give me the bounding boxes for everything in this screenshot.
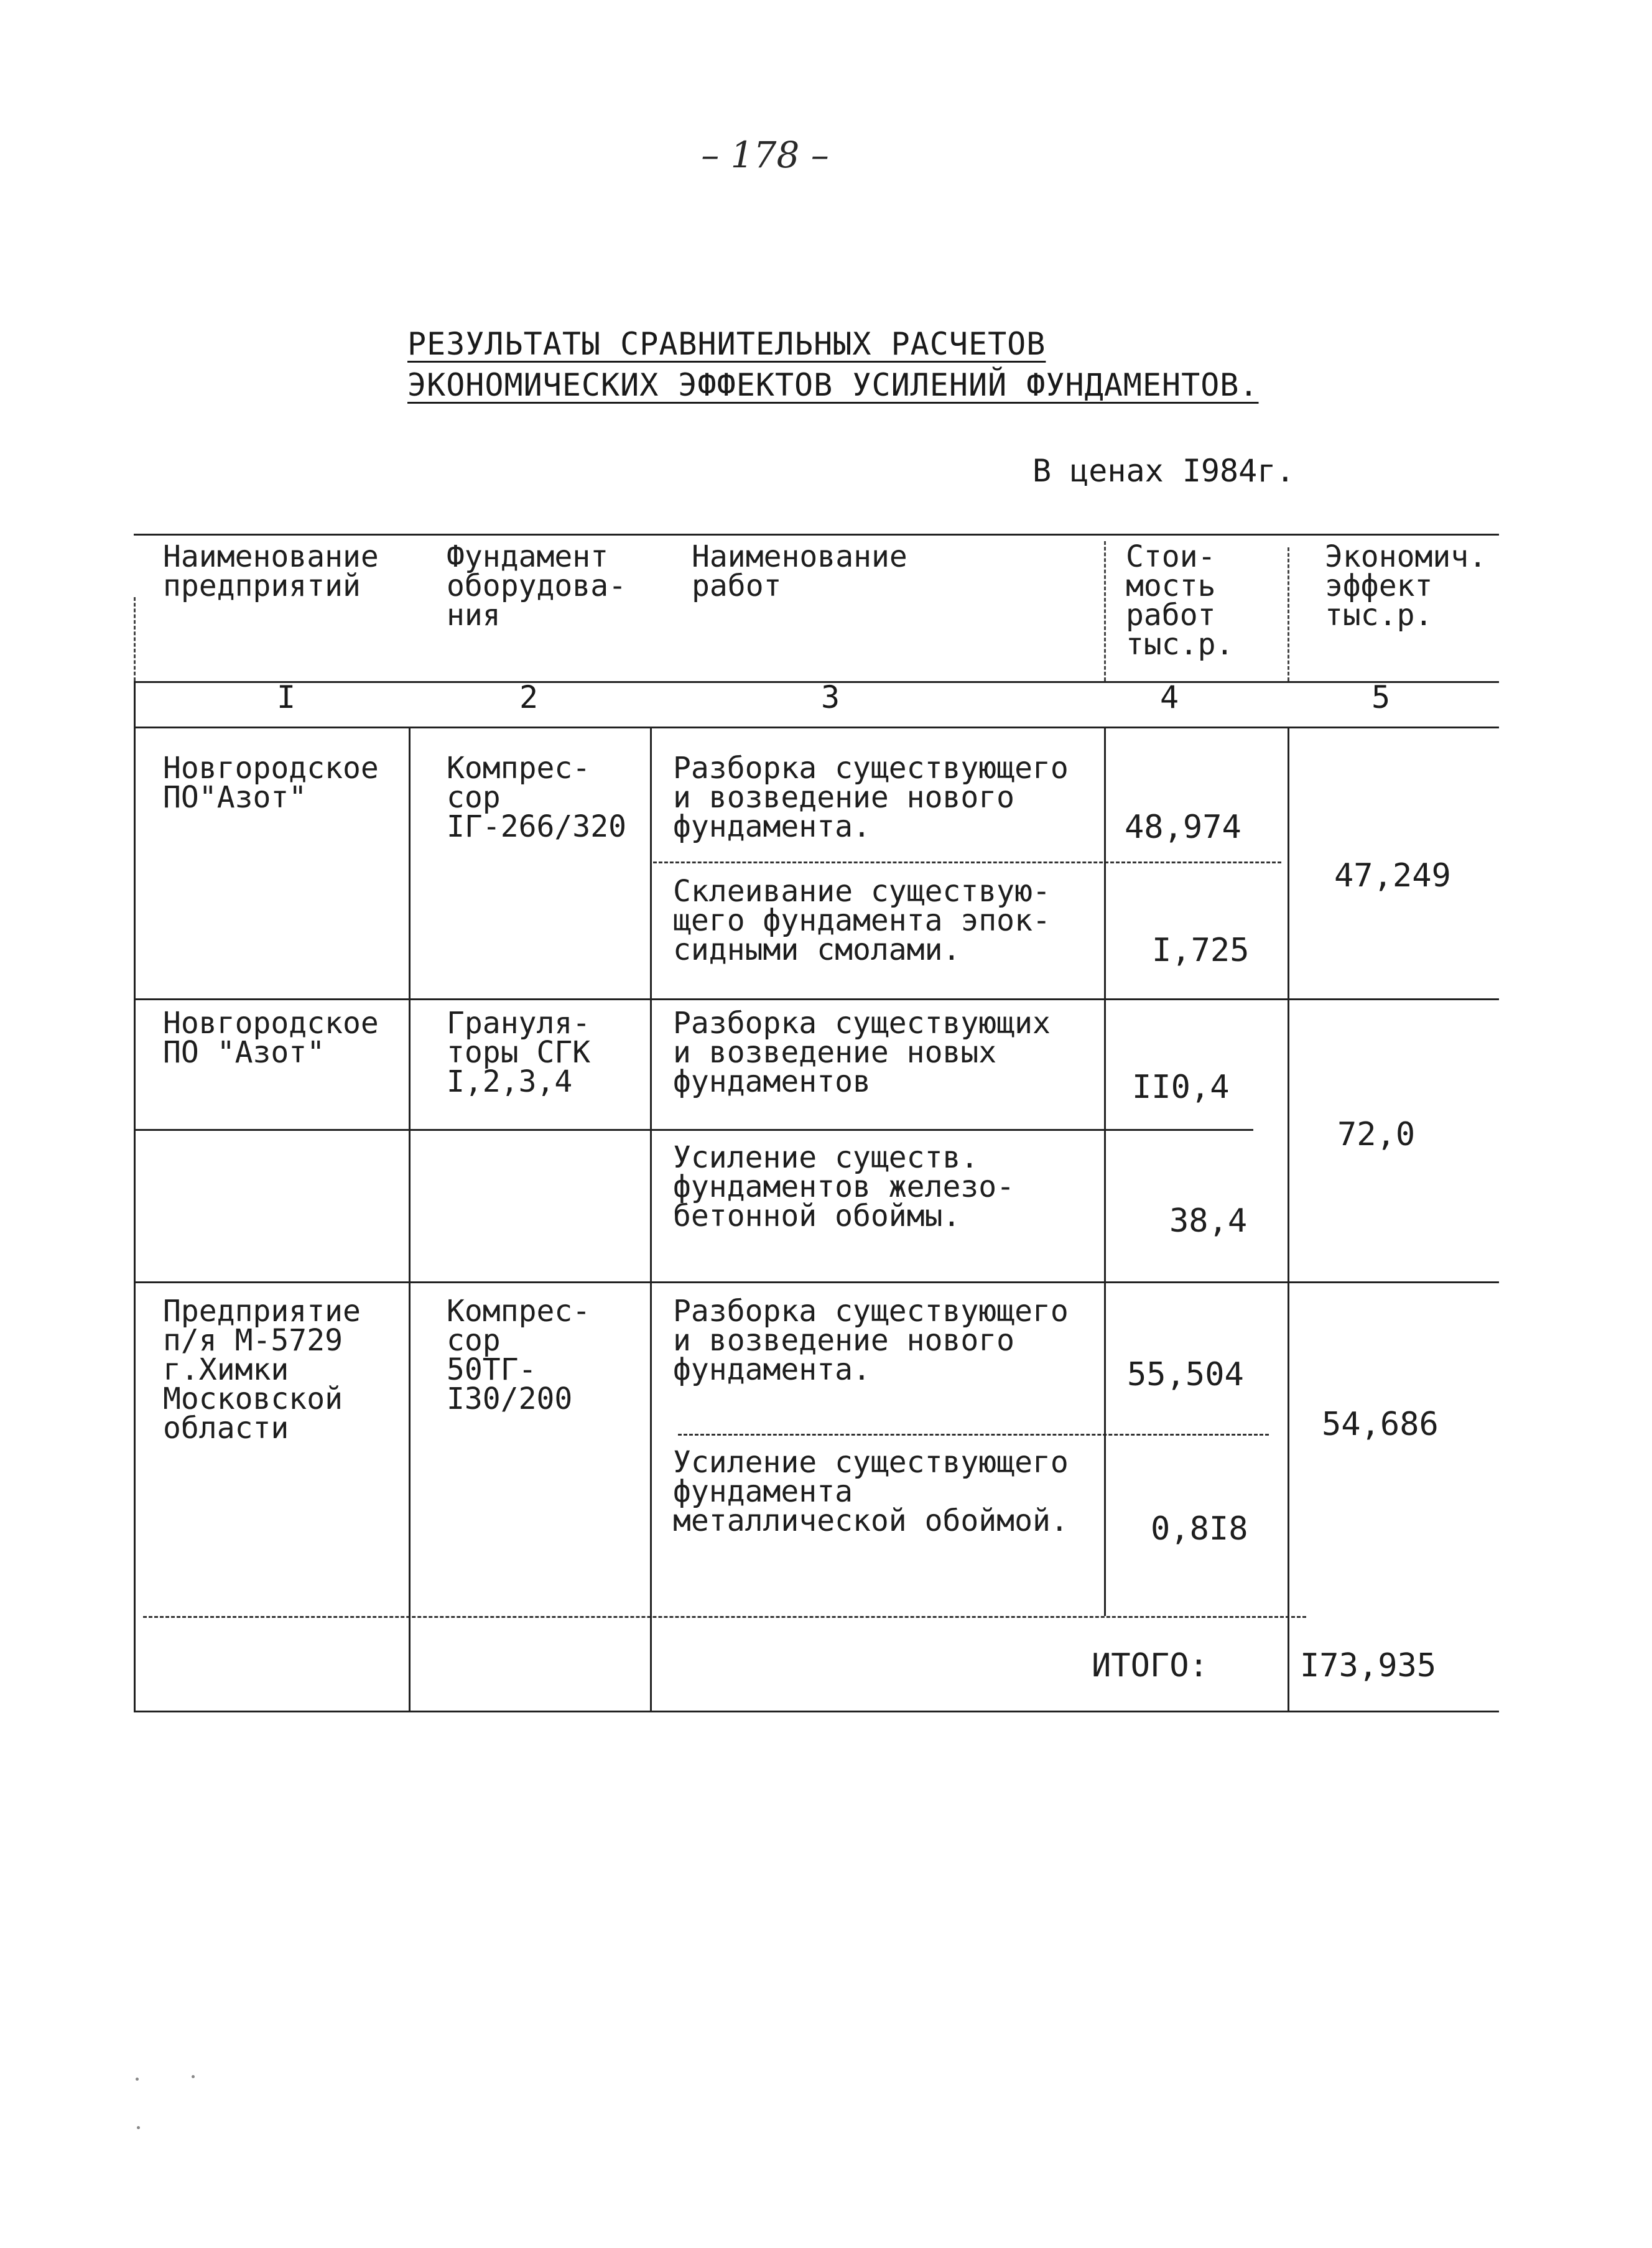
col3-col4-divider-header (1104, 541, 1106, 681)
scan-speck (192, 2075, 195, 2078)
row1-foundation: Компрес- сор IГ-266/320 (447, 751, 626, 844)
row2-work-separator (134, 1129, 1253, 1131)
row2-enterprise: Новгородское ПО "Азот" (163, 1006, 379, 1070)
row1-work1-name: Разборка существующего и возведение нового фундамента. (673, 751, 1069, 844)
row1-enterprise: Новгородское ПО"Азот" (163, 751, 379, 815)
row3-work2-name: Усиление существующего фундамента металлической обоймой. (673, 1445, 1069, 1538)
row2-bottom-border (134, 1281, 1499, 1283)
row3-effect: 54,686 (1322, 1406, 1439, 1443)
table-left-border-header (134, 597, 136, 681)
row1-work2-cost: I,725 (1152, 932, 1250, 969)
row1-work-separator (653, 862, 1281, 863)
row3-work1-cost: 55,504 (1127, 1356, 1244, 1393)
column-number-1: I (276, 679, 296, 715)
row3-foundation: Компрес- сор 50ТГ- I30/200 (447, 1294, 591, 1416)
col3-col4-divider (1104, 727, 1106, 1616)
page-number: – 178 – (701, 134, 829, 176)
header-enterprise: Наименование предприятий (163, 539, 379, 603)
row2-work1-cost: II0,4 (1132, 1069, 1230, 1106)
row3-work-separator (678, 1434, 1269, 1436)
row3-enterprise: Предприятие п/я М-5729 г.Химки Московской области (163, 1294, 361, 1446)
scan-speck (136, 2078, 139, 2081)
scan-speck (137, 2126, 140, 2129)
column-number-5: 5 (1371, 679, 1391, 715)
title-line-2: ЭКОНОМИЧЕСКИХ ЭФФЕКТОВ УСИЛЕНИЙ ФУНДАМЕНТОВ. (407, 367, 1259, 403)
col4-col5-divider-header (1288, 547, 1289, 681)
row2-work2-cost: 38,4 (1169, 1202, 1248, 1240)
row1-work1-cost: 48,974 (1125, 809, 1241, 846)
row1-effect: 47,249 (1334, 857, 1451, 894)
price-note: В ценах I984г. (1032, 453, 1295, 489)
header-works: Наименование работ (692, 539, 907, 603)
row2-work2-name: Усиление существ. фундаментов железо- бетонной обоймы. (673, 1140, 1015, 1233)
column-number-4: 4 (1159, 679, 1179, 715)
row2-foundation: Грануля- торы СГК I,2,3,4 (447, 1006, 591, 1099)
total-value: I73,935 (1300, 1647, 1437, 1684)
column-numbers-bottom-border (134, 727, 1499, 728)
table-top-border (134, 534, 1499, 536)
row3-work2-cost: 0,8I8 (1151, 1510, 1248, 1548)
column-number-2: 2 (519, 679, 539, 715)
header-foundation: Фундамент оборудова- ния (447, 539, 626, 633)
total-label: ИТОГО: (1092, 1647, 1209, 1684)
row3-work1-name: Разборка существующего и возведение нового фундамента. (673, 1294, 1069, 1387)
col2-col3-divider (650, 727, 652, 1712)
row1-work2-name: Склеивание существую- щего фундамента эпок- сидными смолами. (673, 874, 1051, 967)
column-number-3: 3 (820, 679, 840, 715)
header-cost: Стои- мость работ тыс.р. (1126, 539, 1234, 662)
row3-bottom-border (143, 1616, 1306, 1618)
table-left-border (134, 681, 136, 1712)
title-line-1: РЕЗУЛЬТАТЫ СРАВНИТЕЛЬНЫХ РАСЧЕТОВ (407, 326, 1046, 362)
col4-col5-divider (1288, 727, 1289, 1712)
row2-effect: 72,0 (1337, 1116, 1416, 1153)
document-title (407, 323, 1259, 406)
header-effect: Экономич. эффект тыс.р. (1325, 539, 1487, 633)
row1-bottom-border (134, 998, 1499, 1000)
col1-col2-divider (409, 727, 411, 1712)
row2-work1-name: Разборка существующих и возведение новых фундаментов (673, 1006, 1051, 1099)
table-bottom-border (134, 1711, 1499, 1712)
